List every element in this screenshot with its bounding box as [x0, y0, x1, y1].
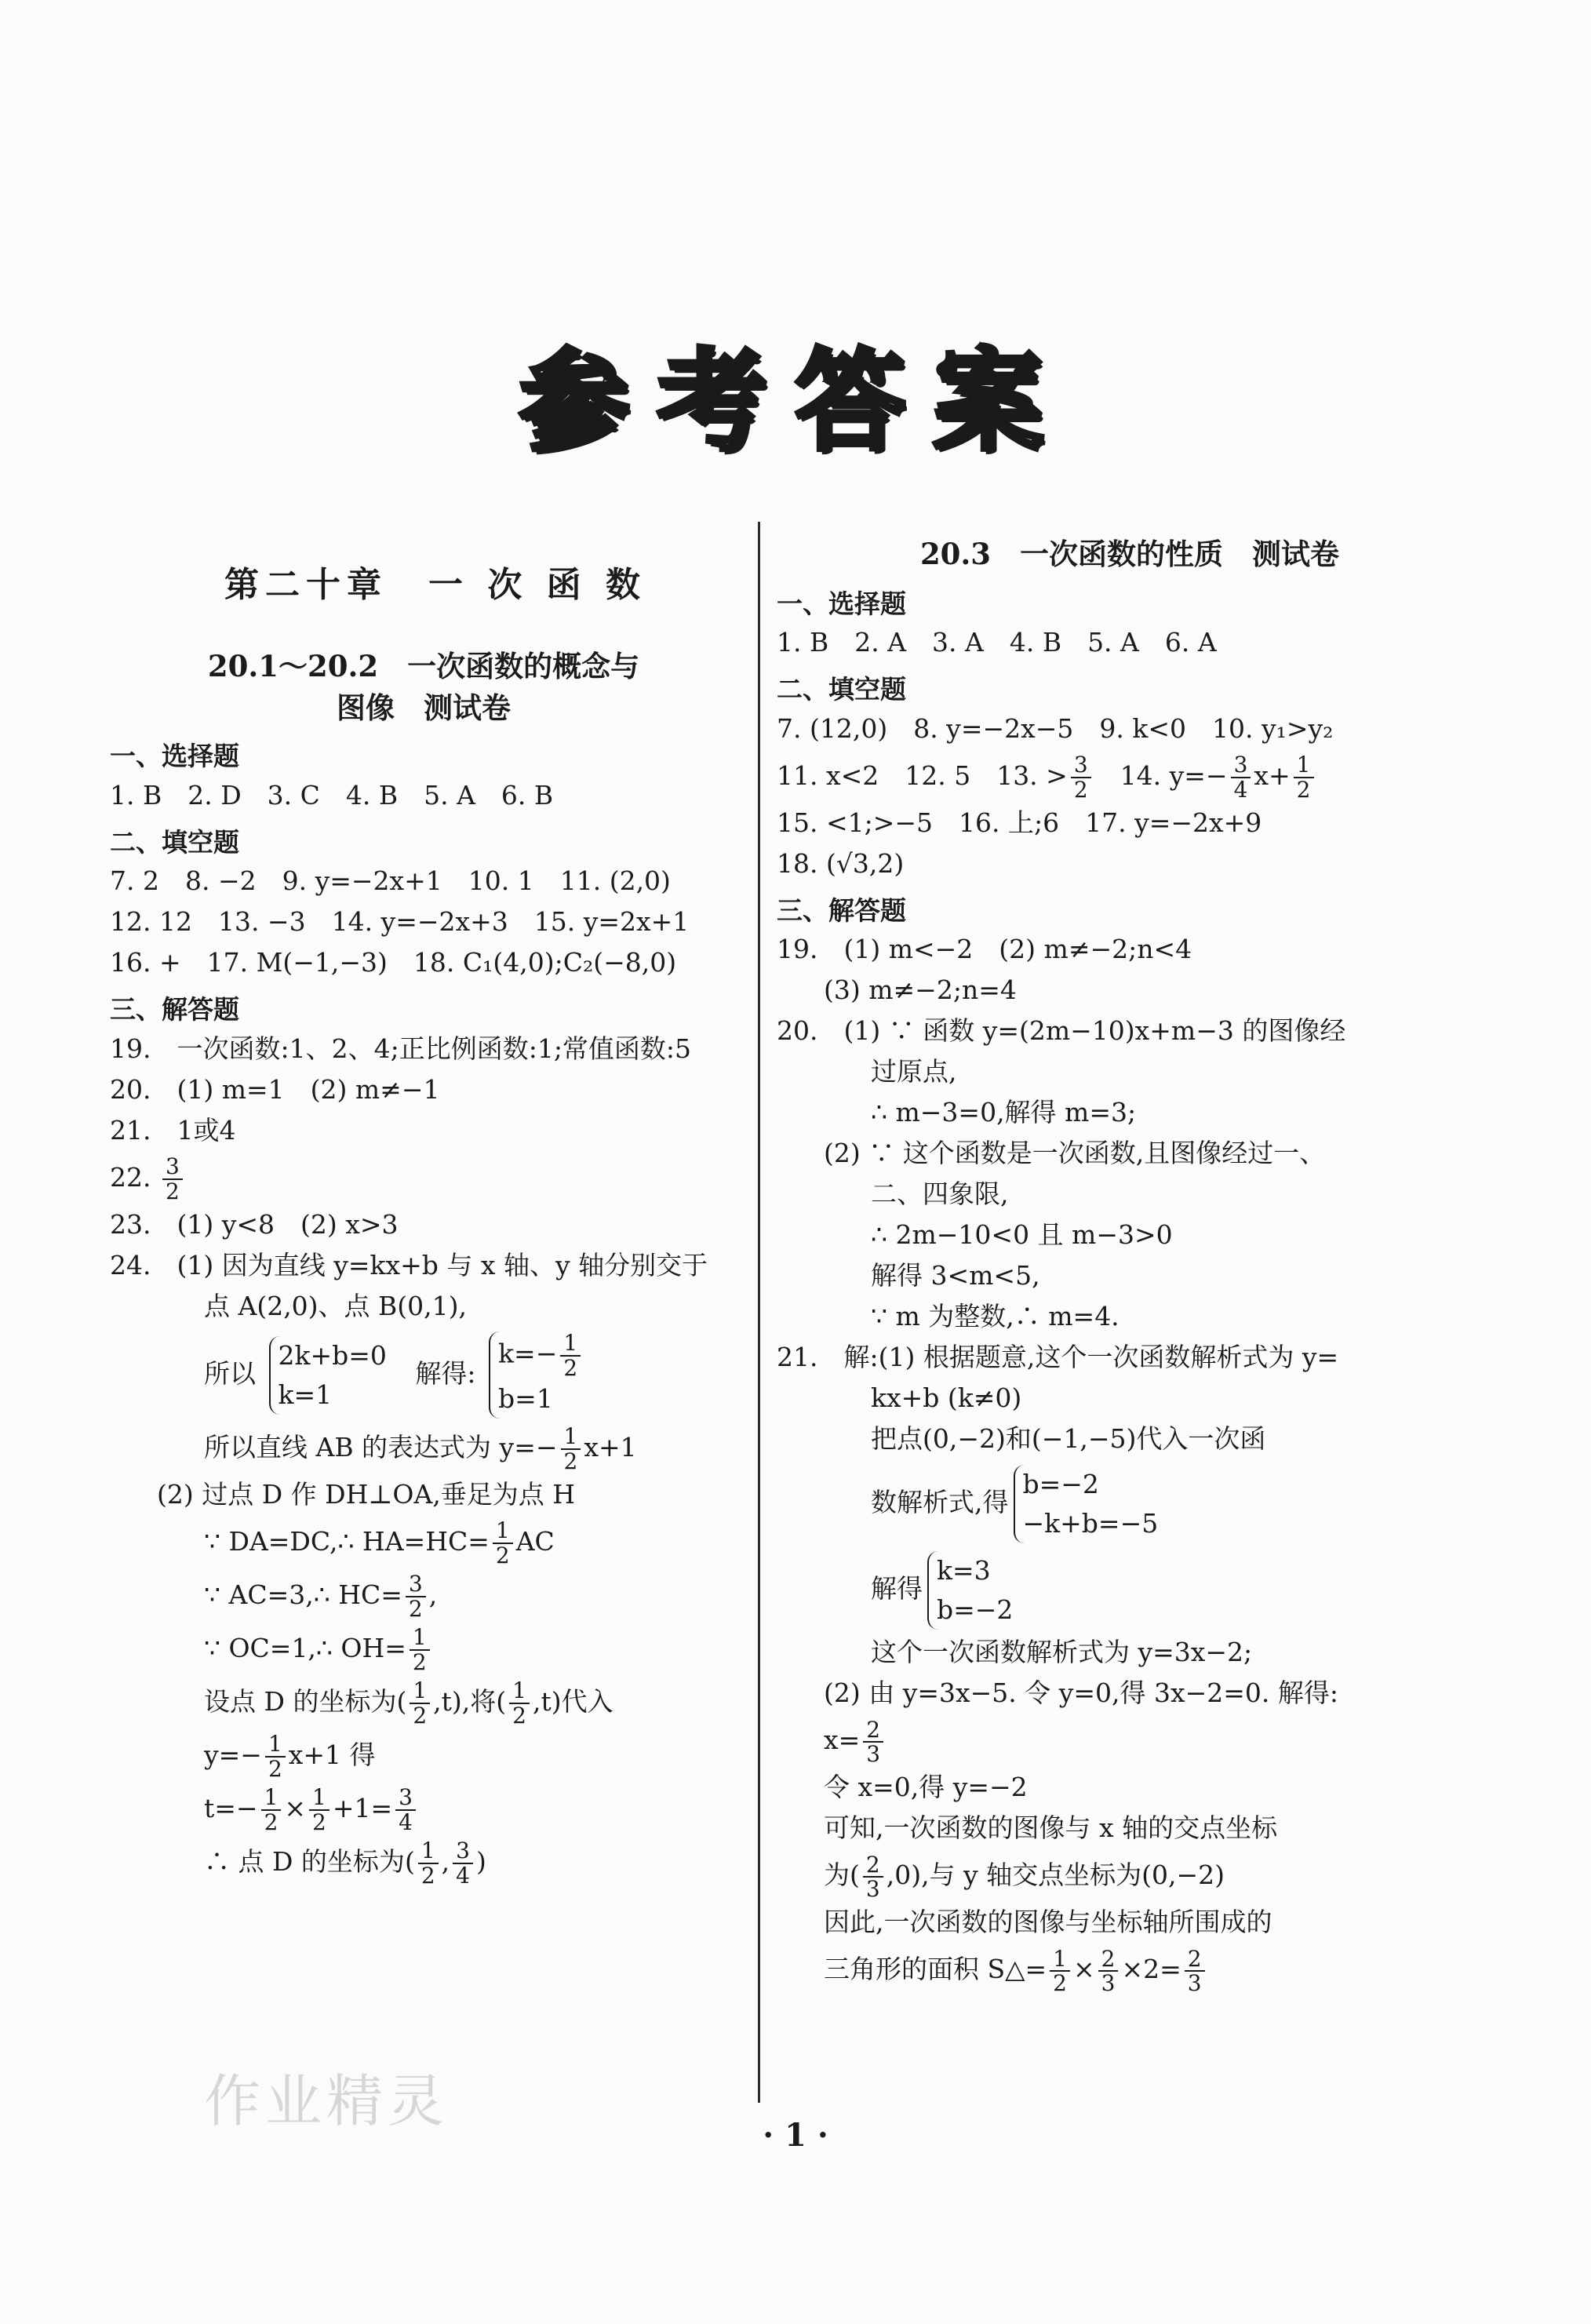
answer-20: 20. (1) m=1 (2) m≠−1 [110, 1073, 440, 1105]
answer-24-line8: ∵ OC=1,∴ OH= $\frac{1}{2}$ [110, 1622, 737, 1675]
watermark: 作业精灵 [204, 2068, 450, 2134]
right-choice-answers: 1. B 2. A 3. A 4. B 5. A 6. A [777, 627, 1217, 658]
section-title-line1: 20.1～20.2 一次函数的概念与 [207, 648, 640, 683]
equation-system: 2k+b=0 k=1 [269, 1336, 387, 1415]
r-answer-21-system2: 解得 k=3 b=−2 [777, 1546, 1483, 1632]
solution-system: k=− $\frac{1}{2}$ b=1 [489, 1331, 584, 1419]
choice-answers: 1. B 2. D 3. C 4. B 5. A 6. B [110, 779, 554, 810]
answer-24-line7: ∵ AC=3,∴ HC= $\frac{3}{2}$ , [204, 1571, 438, 1622]
answer-24-system: 所以 2k+b=0 k=1 解得: k=− $\frac{1}{2}$ b=1 [110, 1327, 737, 1421]
right-fill-answers-4: 18. (√3,2) [777, 847, 905, 879]
r-answer-21-line12: 因此,一次函数的图像与坐标轴所围成的 [824, 1907, 1272, 1938]
r-answer-21-line2: kx+b (k≠0) [871, 1382, 1022, 1414]
r-answer-20-line5: 二、四象限, [871, 1178, 1009, 1210]
answer-22-label: 22. [110, 1161, 151, 1193]
fill-header: 二、填空题 [110, 826, 239, 858]
r-answer-21-line8: x= $\frac{2}{3}$ [777, 1714, 1483, 1767]
answer-24-line6: ∵ DA=DC,∴ HA=HC= $\frac{1}{2}$ AC [204, 1517, 555, 1568]
fill-answers-2: 12. 12 13. −3 14. y=−2x+3 15. y=2x+1 [110, 906, 690, 938]
left-column [110, 549, 737, 1889]
r-answer-21-line7: (2) 由 y=3x−5. 令 y=0,得 3x−2=0. 解得: [824, 1677, 1339, 1709]
r-answer-21-line1: 21. 解:(1) 根据题意,这个一次函数解析式为 y= [777, 1342, 1339, 1373]
r-answer-20-line6: ∴ 2m−10<0 且 m−3>0 [871, 1219, 1173, 1251]
right-fill-answers-2: 11. x<2 12. 5 13. > $\frac{3}{2}$ 14. y=− $\frac{3}{4}$ x+ $\frac{1}{2}$ [777, 749, 1483, 803]
answer-24-line12: ∴ 点 D 的坐标为( $\frac{1}{2}$ , $\frac{3}{4}$ ) [204, 1838, 486, 1889]
fill-answers-3: 16. + 17. M(−1,−3) 18. C₁(4,0);C₂(−8,0) [110, 947, 677, 978]
right-column [777, 534, 1483, 1996]
r-answer-19-line1: 19. (1) m<−2 (2) m≠−2;n<4 [777, 934, 1192, 965]
right-choice-header: 一、选择题 [777, 588, 906, 619]
column-divider [758, 522, 760, 2103]
r-answer-20-line1: 20. (1) ∵ 函数 y=(2m−10)x+m−3 的图像经 [777, 1015, 1346, 1047]
r-answer-20-line7: 解得 3<m<5, [871, 1260, 1040, 1291]
r-answer-21-line9: 令 x=0,得 y=−2 [824, 1772, 1028, 1803]
fill-answers-1: 7. 2 8. −2 9. y=−2x+1 10. 1 11. (2,0) [110, 865, 671, 897]
section-title [110, 646, 737, 730]
answer-22 [110, 1151, 737, 1204]
r-answer-19-line2: (3) m≠−2;n=4 [824, 974, 1017, 1006]
choice-header: 一、选择题 [110, 741, 239, 772]
right-section-title: 20.3 一次函数的性质 测试卷 [919, 537, 1340, 571]
r-answer-21-line11: 为( $\frac{2}{3}$ ,0),与 y 轴交点坐标为(0,−2) [824, 1852, 1225, 1903]
answer-24-line9: 设点 D 的坐标为( $\frac{1}{2}$ ,t),将( $\frac{1}{2}$ ,t)代入 [204, 1677, 613, 1728]
answer-24-line2: 点 A(2,0)、点 B(0,1), [204, 1290, 468, 1321]
answer-24-line10: y=− $\frac{1}{2}$ x+1 得 [204, 1731, 376, 1782]
right-fill-answers-3: 15. <1;>−5 16. 上;6 17. y=−2x+9 [777, 807, 1262, 838]
r-answer-20-line3: ∴ m−3=0,解得 m=3; [871, 1097, 1137, 1128]
r-answer-21-line3: 把点(0,−2)和(−1,−5)代入一次函 [871, 1423, 1266, 1455]
r-answer-21-line10: 可知,一次函数的图像与 x 轴的交点坐标 [824, 1812, 1278, 1844]
answer-21: 21. 1或4 [110, 1114, 236, 1146]
right-fill-header: 二、填空题 [777, 674, 906, 705]
answer-19: 19. 一次函数:1、2、4;正比例函数:1;常值函数:5 [110, 1033, 692, 1064]
fraction: $\frac{3}{2}$ [162, 1155, 183, 1203]
r-answer-20-line2: 过原点, [871, 1056, 957, 1087]
right-solve-header: 三、解答题 [777, 894, 906, 926]
answer-24-line1: 24. (1) 因为直线 y=kx+b 与 x 轴、y 轴分别交于 [110, 1249, 708, 1280]
page-number: · 1 · [763, 2117, 828, 2154]
chapter-title: 第二十章 一 次 函 数 [224, 565, 646, 605]
answer-23: 23. (1) y<8 (2) x>3 [110, 1208, 399, 1240]
answer-24-line5: (2) 过点 D 作 DH⊥OA,垂足为点 H [157, 1478, 576, 1510]
page-title: 参考答案 [519, 338, 1072, 466]
solution-system: k=3 b=−2 [927, 1551, 1013, 1630]
r-answer-21-line13: 三角形的面积 S△= $\frac{1}{2}$ × $\frac{2}{3}$ ×2= $\frac{2}{3}$ [777, 1943, 1483, 1996]
r-answer-20-line4: (2) ∵ 这个函数是一次函数,且图像经过一、 [824, 1138, 1326, 1169]
section-title-line2: 图像 测试卷 [337, 690, 511, 726]
equation-system: b=−2 −k+b=−5 [1014, 1465, 1159, 1543]
r-answer-20-line8: ∵ m 为整数,∴ m=4. [871, 1301, 1120, 1332]
answer-24-line4: 所以直线 AB 的表达式为 y=− $\frac{1}{2}$ x+1 [204, 1423, 637, 1474]
solve-header: 三、解答题 [110, 994, 239, 1025]
r-answer-21-line6: 这个一次函数解析式为 y=3x−2; [871, 1637, 1253, 1668]
right-fill-answers-1: 7. (12,0) 8. y=−2x−5 9. k<0 10. y₁>y₂ [777, 712, 1334, 744]
answer-24-line11: t=− $\frac{1}{2}$ × $\frac{1}{2}$ +1= $\frac{3}{4}$ [110, 1782, 737, 1835]
r-answer-21-system1: 数解析式,得 b=−2 −k+b=−5 [777, 1459, 1483, 1546]
